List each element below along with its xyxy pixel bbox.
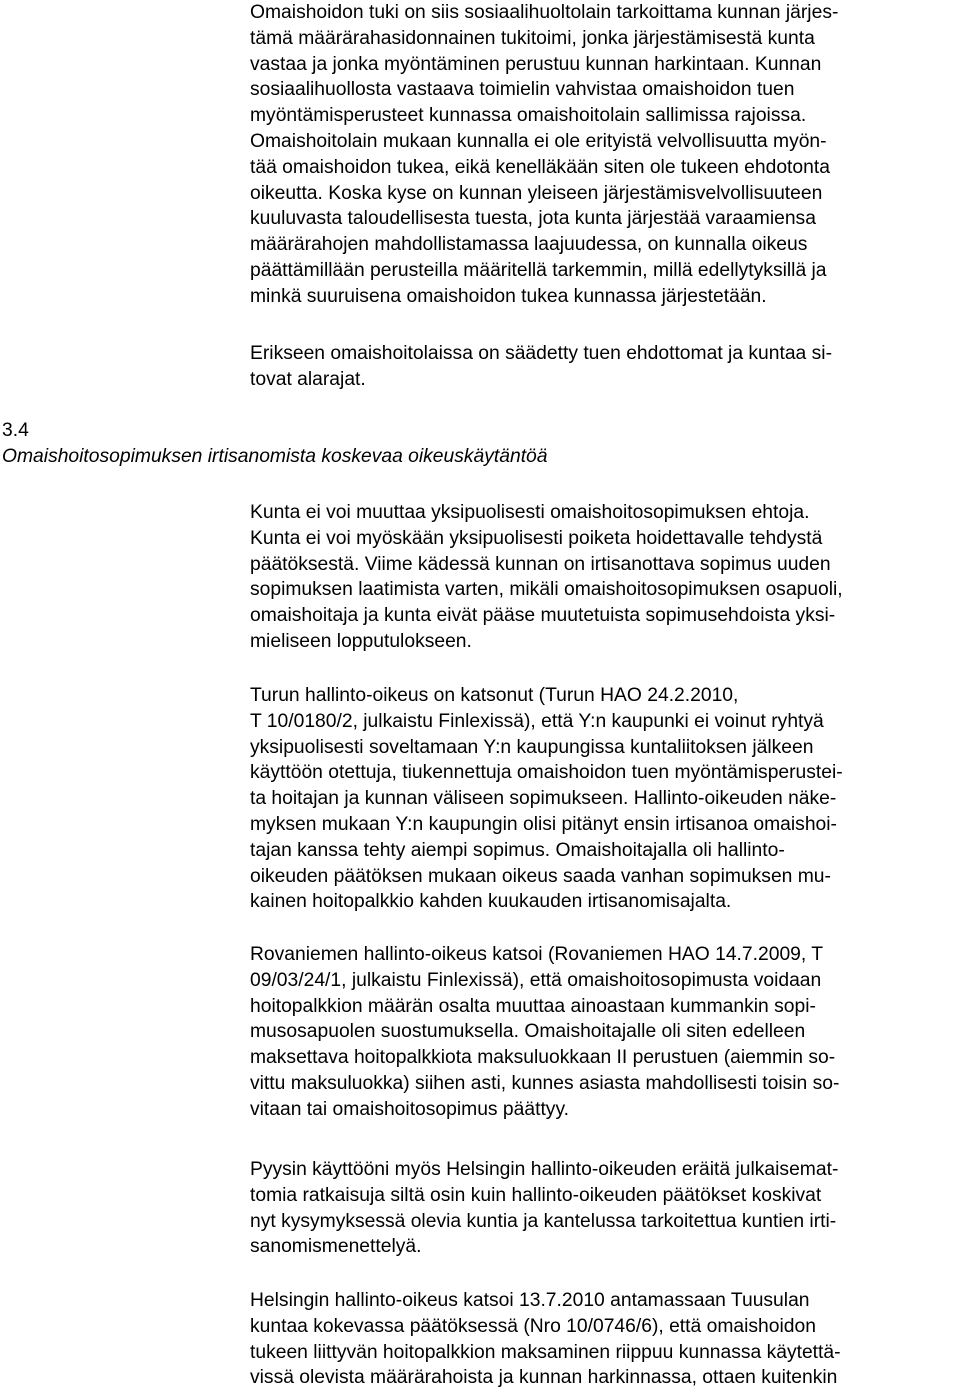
paragraph-turun-hao: Turun hallinto-oikeus on katsonut (Turun HAO 24.2.2010, T 10/0180/2, julkaistu Finlexissä), että Y:n kaupunki ei voinut ryhtyä yksipuolisesti soveltamaan Y:n kaupungissa kuntaliitoksen jälkeen käyttöön otettuja, tiukennettuja omaishoidon tuen myöntämisperustei- ta hoitajan ja kunnan väliseen sopimukseen. Hallinto-oikeuden näke- myksen mukaan Y:n kaupungin olisi pitänyt ensin irtisanoa omaishoi- tajan kanssa tehty aiempi sopimus. Omaishoitajalla oli hallinto- oikeuden päätöksen mukaan oikeus saada vanhan sopimuksen mu- kainen hoitopalkkio kahden kuukauden irtisanomisajalta.	[250, 685, 843, 913]
paragraph-alarajat: Erikseen omaishoitolaissa on säädetty tuen ehdottomat ja kuntaa si- tovat alarajat.	[250, 343, 832, 390]
section-number: 3.4	[2, 420, 29, 441]
paragraph-helsingin-ratkaisut: Pyysin käyttööni myös Helsingin hallinto-oikeuden eräitä julkaisemat- tomia ratkaisuja siltä osin kuin hallinto-oikeuden päätökset koskivat nyt kysymyksessä olevia kuntia ja kantelussa tarkoitettua kuntien irti- sanomismenettelyä.	[250, 1159, 839, 1258]
section-title: Omaishoitosopimuksen irtisanomista koskevaa oikeuskäytäntöä	[2, 446, 548, 467]
paragraph-helsingin-hao: Helsingin hallinto-oikeus katsoi 13.7.2010 antamassaan Tuusulan kuntaa kokevassa päätöksessä (Nro 10/0746/6), että omaishoidon tukeen liittyvän hoitopalkkion maksaminen riippuu kunnassa käytettä- vissä olevista määrärahoista ja kunnan harkinnassa, ottaen kuitenkin	[250, 1290, 841, 1389]
paragraph-rovaniemen-hao: Rovaniemen hallinto-oikeus katsoi (Rovaniemen HAO 14.7.2009, T 09/03/24/1, julkaistu Finlexissä), että omaishoitosopimusta voidaan hoitopalkkion määrän osalta muuttaa ainoastaan kummankin sopi- musosapuolen suostumuksella. Omaishoitajalle oli siten edelleen maksettava hoitopalkkiota maksuluokkaan II perustuen (aiemmin so- vittu maksuluokka) siihen asti, kunnes asiasta mahdollisesti toisin so- vitaan tai omaishoitosopimus päättyy.	[250, 944, 840, 1120]
paragraph-kunta-ei-voi: Kunta ei voi muuttaa yksipuolisesti omaishoitosopimuksen ehtoja. Kunta ei voi myöskään yksipuolisesti poiketa hoidettavalle tehdystä päätöksestä. Viime kädessä kunnan on irtisanottava sopimus uuden sopimuksen laatimista varten, mikäli omaishoitosopimuksen osapuoli, omaishoitaja ja kunta eivät pääse muutetuista sopimusehdoista yksi- mieliseen lopputulokseen.	[250, 502, 843, 652]
paragraph-omaishoidon-tuki: Omaishoidon tuki on siis sosiaalihuoltolain tarkoittama kunnan järjes- tämä määrärahasidonnainen tukitoimi, jonka järjestämisestä kunta vastaa ja jonka myöntäminen perustuu kunnan harkintaan. Kunnan sosiaalihuollosta vastaava toimielin vahvistaa omaishoidon tuen myöntämisperusteet kunnassa omaishoitolain sallimissa rajoissa. Omaishoitolain mukaan kunnalla ei ole erityistä velvollisuutta myön- tää omaishoidon tukea, eikä kenelläkään siten ole tukeen ehdotonta oikeutta. Koska kyse on kunnan yleiseen järjestämisvelvollisuuteen kuuluvasta taloudellisesta tuesta, jota kunta järjestää varaamiensa määrärahojen mahdollistamassa laajuudessa, on kunnalla oikeus päättämillään perusteilla määritellä tarkemmin, millä edellytyksillä ja minkä suuruisena omaishoidon tukea kunnassa järjestetään.	[250, 2, 839, 307]
